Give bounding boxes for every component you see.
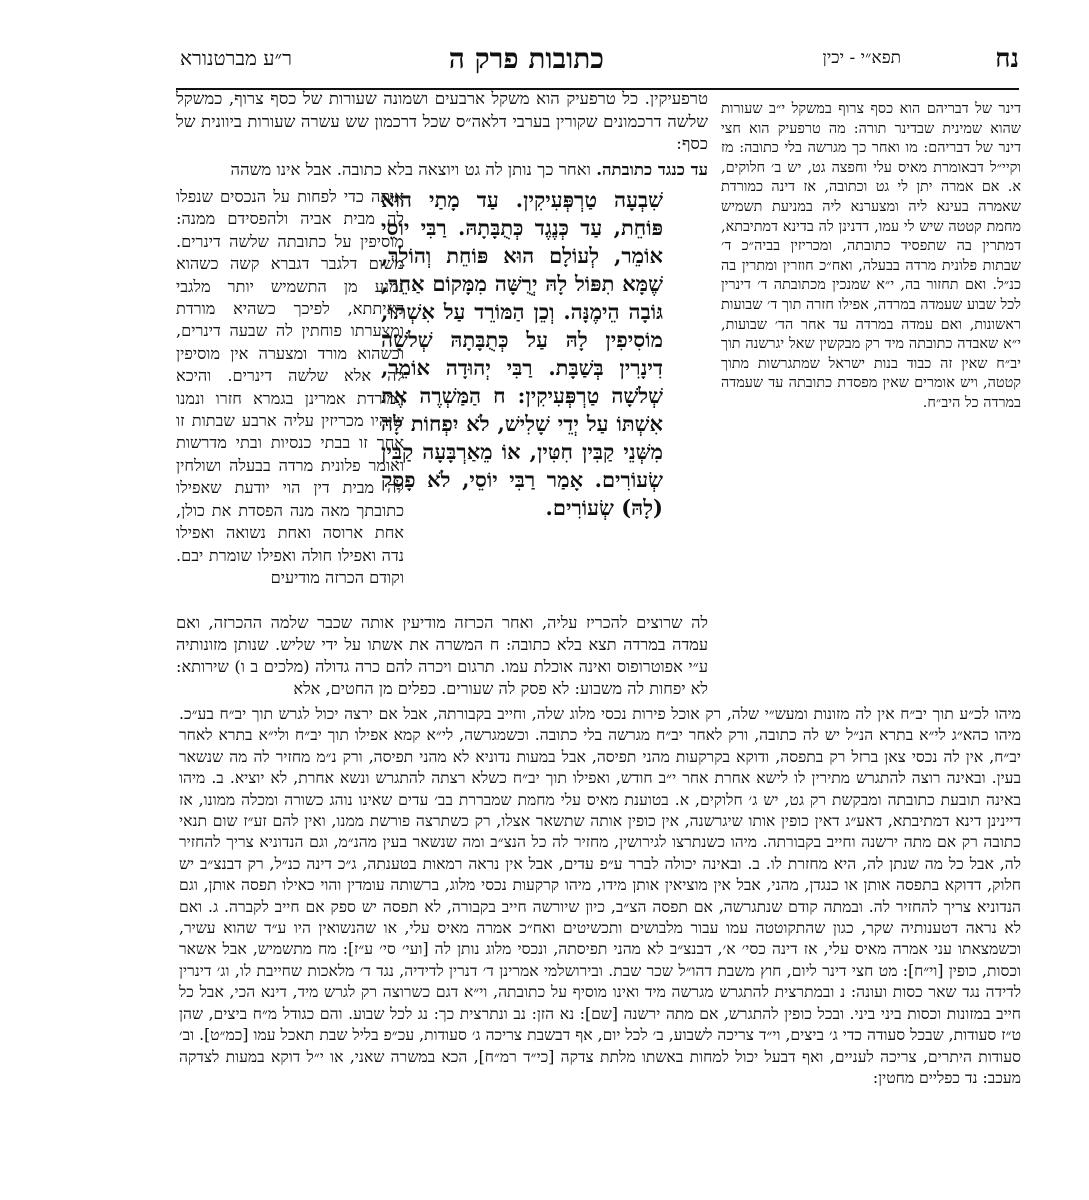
bartenura-heading-rest: ואחר כך נותן לה גט ויוצאה בלא כתובה. אבל אינו משהה	[230, 160, 591, 179]
page-title: כתובות פרק ה	[448, 42, 604, 75]
mishna-text: שִׁבְעָה טַרְפְּעִיקִין. עַד מָתַי הוּא פּוֹחֵת, עַד כְּנֶגֶד כְּתֻבָּתָהּ. רַבִּי יוֹסֵי אוֹמֵר, לְעוֹלָם הוּא פּוֹחֵת וְהוֹלֵךְ, שֶׁמָּא תִפּוֹל לָהּ יְרֻשָּׁה מִמָּקוֹם אַחֵר, גּוֹבָה הֵימֶנָּה. וְכֵן הַמּוֹרֵד עַל אִשְׁתּוֹ, מוֹסִיפִין לָהּ עַל כְּתֻבָּתָהּ שְׁלֹשָׁה דִינָרִין בְּשַׁבָּת. רַבִּי יְהוּדָה אוֹמֵר, שְׁלֹשָׁה טַרְפְּעִיקִין: ח הַמַּשְׁרֶה אֶת אִשְׁתּוֹ עַל יְדֵי שָׁלִישׁ, לֹא יִפְחוֹת לָהּ מִשְּׁנֵי קַבִּין חִטִּין, אוֹ מֵאַרְבָּעָה קַבִּין שְׂעוֹרִים. אָמַר רַבִּי יוֹסֵי, לֹא פָסַק (לָהּ) שְׂעוֹרִים.	[381, 187, 663, 520]
bartenura-heading-line	[176, 158, 708, 186]
bartenura-bottom: לה שרוצים להכריז עליה, ואחר הכרזה מודיעין אותה שכבר שלמה ההכרזה, ואם עמדה במרדה תצא בלא כתובה: ח המשרה את אשתו על ידי שליש. שנותן מזונותיה ע״י אפוטרופוס ואינה אוכלת עמו. תרגום ויכרה להם כרה גדולה (מלכים ב ו) שירותא: לא יפחות לה משבוע: לא פסק לה שעורים. כפלים מן החטים, אלא	[176, 613, 708, 698]
commentary-range: תפא״י - יכין	[822, 48, 901, 68]
commentary-name: ר״ע מברטנורא	[180, 46, 292, 70]
bartenura-side-column: אותה כדי לפחות על הנכסים שנפלו לה מבית אביה ולהפסידם ממנה: מוסיפין על כתובתה שלשה דינרים. משום דלגבר דגברא קשה כשהוא נמנע מן התשמיש יותר מלגבי דאיתתא, לפיכך כשהיא מורדת ומצערתו פוחתין לה שבעה דינרים, וכשהוא מורד ומצערה אין מוסיפין לה אלא שלשה דינרים. והיכא דמורדת אמרינן בגמרא חזרו ונמנו שיהיו מכריזין עליה ארבע שבתות זו אחר זו בבתי כנסיות ובתי מדרשות ואומר פלונית מרדה בבעלה ושולחין לה מבית דין הוי יודעת שאפילו כתובתך מאה מנה הפסדת את כולן, אחת ארוסה ואחת נשואה ואפילו נדה ואפילו חולה ואפילו שומרת יבם. וקודם הכרזה מודיעים	[176, 187, 404, 587]
tiferet-yisrael-continuation: מיהו לכ״ע תוך יב״ח אין לה מזונות ומעש״י שלה, רק אוכל פירות נכסי מלוג שלה, וחייב בקבורתה, אבל אם ירצה יכול לגרש תוך יב״ח בע״כ. מיהו כהא״ג לי״א בתרא הנ״ל יש לה כתובה, ורק לאחר יב״ח מגרשה בלי כתובה. וכשמגרשה, לי״א קמא אפילו תוך יב״ח ולי״א בתרא לאחר יב״ח, אין לה נכסי צאן ברזל רק בתפסה, ודוקא בקרקעות מהני תפיסה, אבל במעות נדוניא לא מהני תפיסה, ורק נ״מ מחזיר לה מה שנשאר בעין. ובאינה רוצה להתגרש מתירין לו לישא אחרת אחר י״ב חודש, ואפילו תוך יב״ח כשלא רצתה להתגרש ונשא אחרת, לא יוציא. ב. מיהו באינה תובעת כתובתה ומבקשת רק גט, יש ג׳ חלוקים, א. בטוענת מאיס עלי מחמת שמבררת בב׳ עדים שאינו נוהג כשורה ומכלה ממונו, אז דיינינן דינא דמתיבתא, דאע״ג דאין כופין אותו שיגרשנה, אין כופין אותה שתשאר אצלו, רק כשתרצה פורשת ממנו, ואין להם זע״ז שום תנאי כתובה רק אם מתה ירשנה וחייב בקבורתה. מיהו כשנתרצו לגירושין, מחזיר לה כל הנצ״ב ומה שנשאר בעין מהנ״מ, וגם הנדוניא צריך להחזיר לה, אבל כל מה שנתן לה, היא מחזרת לו. ב. ובאינה יכולה לברר ע״פ עדים, אבל אין נראה רמאות בטענתה, ג״כ דינה כנ״ל, רק דבנצ״ב יש חלוק, דדוקא בתפסה אותן או כנגדן, מהני, אבל אין מוציאין אותן מידו, מיהו קרקעות נכסי מלוג, ברשותה עומדין והוי כאילו תפסה אותן, וגם הנדוניא צריך להחזיר לה. ובמתה קודם שנתגרשה, אם תפסה הצ״ב, כיון שיורשה חייב בקבורה, לא תפסה יש ספק אם חייב לקברה. ג. ואם לא נראה דטענותיה שקר, כגון שהתקוטטה עמו עבור מלבושים ותכשיטים ואח״כ אמרה מאיס עלי, או שהנשואין היו ע״ד שהוא עשיר, וכשמצאתו עני אמרה מאיס עלי, אז דינה כסי׳ א׳, דבנצ״ב לא מהני תפיסתה, ונכסי מלוג נותן לה [ועי׳ סי׳ ע״ז]: מח מתשמיש, אבל אשאר וכסות, כופין [וי״ח]: מט חצי דינר ליום, חוץ משבת דהו״ל שכר שבת. ובירושלמי אמרינן ד׳ דנרין לדידיה, נגד ד׳ מלאכות שחייבת לו, וג׳ דינרין לדידה נגד שאר כסות ועונה: נ ובמתרצית להתגרש מגרשה מיד ואינו מוסיף על כתובתה, וי״א דגם כשרוצה רק לגרש מיד, דינא הכי, אבל כל חייב במזונות וכסות ביני ביני. ובכל כופין להתגרש, אם מתה ירשנה [שם]: נא הזן: נב ונתרצית כך: נג לכל שבוע. והם כגודל מ״ח ביצים, שהן ט״ז סעודות, שבכל סעודה כדי ג׳ ביצים, וי״ד צריכה לשבוע, ב׳ לכל יום, אף דבשבת צריכה ג׳ סעודות, עכ״פ בליל שבת תאכל עמו [כמ״ט]. וב׳ סעודות היתרים, צריכה לעניים, ואף דבעל יכול למחות באשתו מלתת צדקה [כי״ד רמ״ח], הכא במשרה שאני, או י״ל דוקא במעות לצדקה מעכב: נד כפליים מחטין:	[179, 705, 1021, 1087]
page-number: נח	[995, 44, 1019, 74]
page-header	[176, 38, 1019, 90]
bartenura-top: טרפעיקין. כל טרפעיק הוא משקל ארבעים ושמונה שעורות של כסף צרוף, כמשקל שלשה דרכמונים שקורין בערבי דלאה״ס שכל דרכמון שש עשרה שעורות ביוונית של כסף:	[176, 89, 708, 153]
bartenura-dibbur-hamatchil: עד כנגד כתובתה.	[596, 159, 708, 179]
tiferet-yisrael-column: דינר של דבריהם הוא כסף צרוף במשקל י״ב שעורות שהוא שמינית שבדינר תורה: מה טרפעיק הוא חצי דינר של דבריהם: מו ואחר כך מגרשה בלי כתובה: מז וקיי״ל דבאומרת מאיס עלי וחפצה גט, יש ב׳ חלוקים, א. אם אמרה יתן לי גט וכתובה, אז דינה כמורדת שאמרה בעינא ליה ומצערנא ליה במניעת תשמיש מחמת קטטה שיש לי עמו, דדנינן לה בדינא דמתיבתא, דמתרין בה שתפסיד כתובתה, ומכריזין בביה״כ ד׳ שבתות פלונית מרדה בבעלה, ואח״כ חוזרין ומתרין בה כנ״ל. ואם תחזור בה, י״א שמנכין מכתובתה ד׳ דינרין לכל שבוע שעמדה במרדה, אפילו חזרה תוך ד׳ שבועות ראשונות, ואם עמדה במרדה עד אחר הד׳ שבועות, י״א שאבדה כתובתה מיד רק מבקשין שאל יגרשנה תוך יב״ח שאין זה כבוד בנות ישראל שמתגרשות מתוך קטטה, ויש אומרים שאין מפסדת כתובתה עד שעמדה במרדה כל היב״ח.	[721, 101, 1021, 411]
